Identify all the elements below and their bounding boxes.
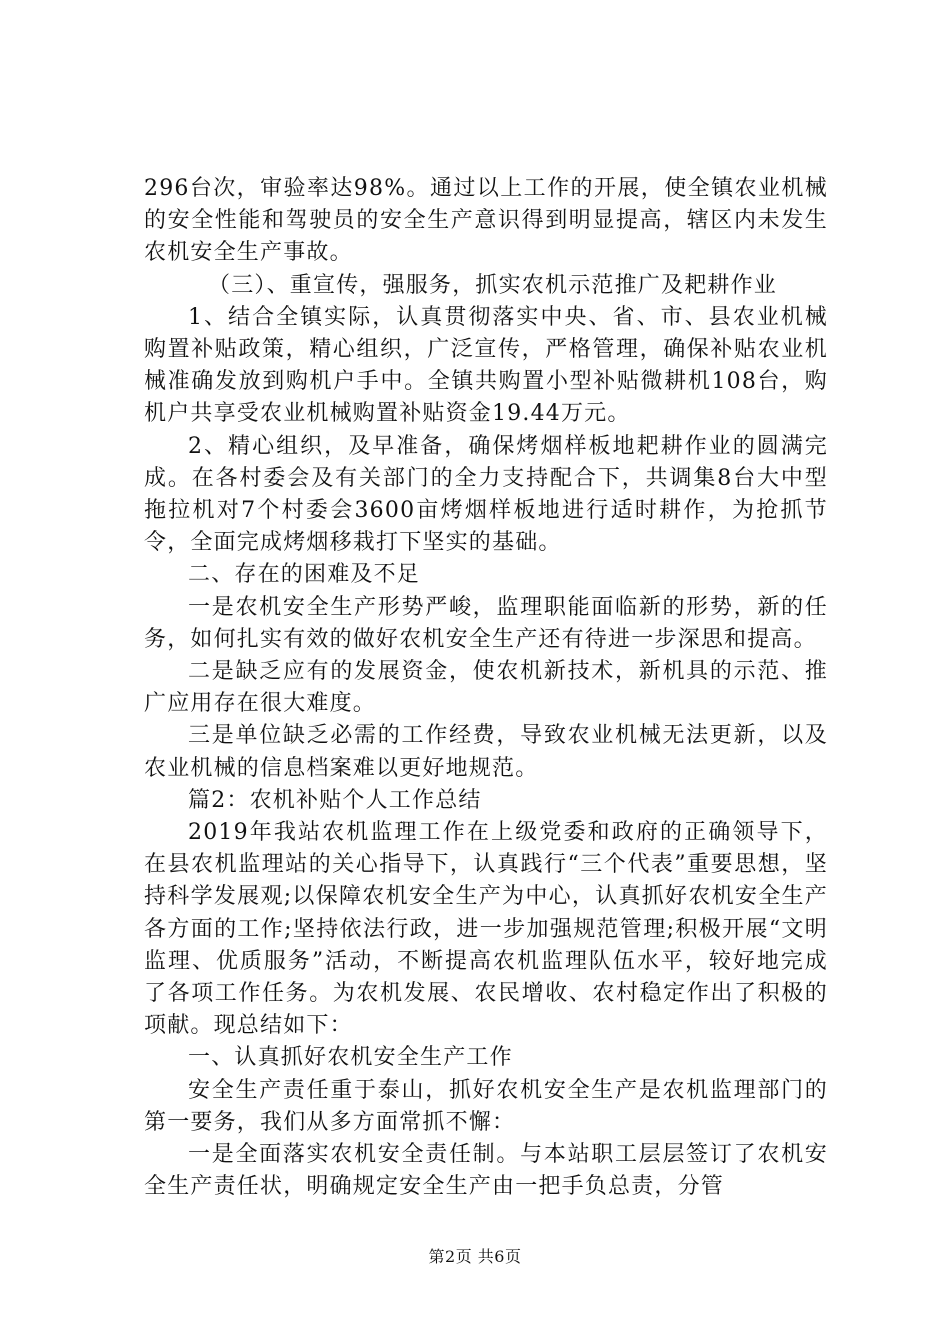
paragraph-8: 三是单位缺乏必需的工作经费，导致农业机械无法更新，以及农业机械的信息档案难以更好地规范。 bbox=[144, 723, 828, 781]
paragraph-4: 2、精心组织，及早准备，确保烤烟样板地耙耕作业的圆满完成。在各村委会及有关部门的全力支持配合下，共调集8台大中型拖拉机对7个村委会3600亩烤烟样板地进行适时耕作，为抢抓节令，全面完成烤烟移栽打下坚实的基础。 bbox=[144, 433, 828, 556]
paragraph-10: 2019年我站农机监理工作在上级党委和政府的正确领导下，在县农机监理站的关心指导下，认真践行“三个代表”重要思想，坚持科学发展观;以保障农机安全生产为中心，认真抓好农机安全生产各方面的工作;坚持依法行政，进一步加强规范管理;积极开展“文明监理、优质服务”活动，不断提高农机监理队伍水平，较好地完成了各项工作任务。为农机发展、农民增收、农村稳定作出了积极的项献。现总结如下： bbox=[144, 820, 828, 1039]
paragraph-7: 二是缺乏应有的发展资金，使农机新技术，新机具的示范、推广应用存在很大难度。 bbox=[144, 659, 828, 717]
section-heading-difficulties: 二、存在的困难及不足 bbox=[188, 562, 421, 588]
section-heading-safety: 一、认真抓好农机安全生产工作 bbox=[188, 1045, 513, 1071]
page-number-footer: 第2页 共6页 bbox=[428, 1247, 522, 1266]
article-title-2: 篇2：农机补贴个人工作总结 bbox=[188, 787, 482, 813]
paragraph-13: 一是全面落实农机安全责任制。与本站职工层层签订了农机安全生产责任状，明确规定安全生产由一把手负总责，分管 bbox=[144, 1142, 828, 1200]
paragraph-12: 安全生产责任重于泰山，抓好农机安全生产是农机监理部门的第一要务，我们从多方面常抓不懈： bbox=[144, 1077, 828, 1135]
paragraph-3: 1、结合全镇实际，认真贯彻落实中央、省、市、县农业机械购置补贴政策，精心组织，广泛宣传，严格管理，确保补贴农业机械准确发放到购机户手中。全镇共购置小型补贴微耕机108台，购机户共享受农业机械购置补贴资金19.44万元。 bbox=[144, 304, 828, 427]
paragraph-1: 296台次，审验率达98%。通过以上工作的开展，使全镇农业机械的安全性能和驾驶员的安全生产意识得到明显提高，辖区内未发生农机安全生产事故。 bbox=[144, 176, 828, 266]
paragraph-6: 一是农机安全生产形势严峻，监理职能面临新的形势，新的任务，如何扎实有效的做好农机安全生产还有待进一步深思和提高。 bbox=[144, 594, 828, 652]
section-heading-3: （三）、重宣传，强服务，抓实农机示范推广及耙耕作业 bbox=[208, 272, 778, 298]
document-body bbox=[144, 173, 828, 1204]
